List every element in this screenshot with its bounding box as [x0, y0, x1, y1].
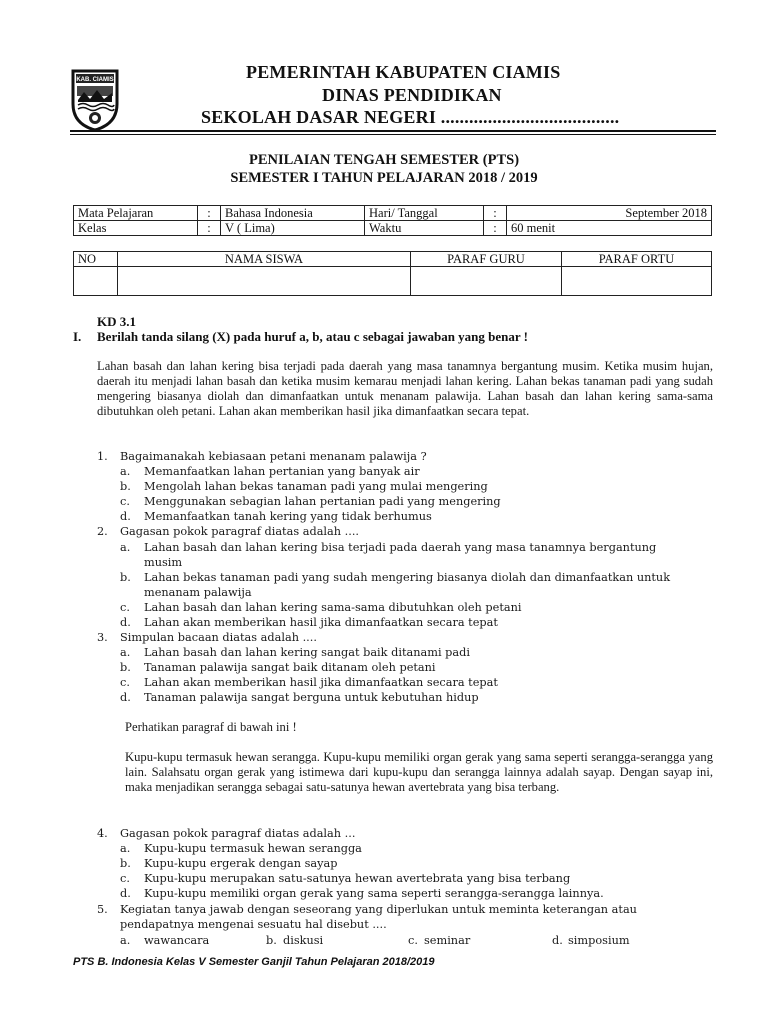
option-text[interactable]: Kupu-kupu termasuk hewan serangga — [144, 842, 362, 855]
question-number: 5. — [97, 903, 108, 916]
instruction: Berilah tanda silang (X) pada huruf a, b, atau c sebagai jawaban yang benar ! — [97, 329, 528, 344]
header-no: NO — [74, 252, 118, 267]
option-text[interactable]: Menggunakan sebagian lahan pertanian padi yang mengering — [144, 495, 501, 508]
waktu-label: Waktu — [365, 221, 484, 236]
option-letter[interactable]: a. — [120, 646, 131, 659]
student-table — [73, 251, 712, 296]
paraf-ortu-cell[interactable] — [562, 267, 712, 296]
option-letter[interactable]: d. — [120, 616, 131, 629]
option-text[interactable]: simposium — [568, 934, 630, 947]
question-text: Kegiatan tanya jawab dengan seseorang yang diperlukan untuk meminta keterangan atau pendapatnya mengenai sesuatu hal disebut .... — [120, 903, 637, 931]
header-nama-siswa: NAMA SISWA — [118, 252, 411, 267]
option-letter[interactable]: a. — [120, 541, 131, 554]
option-letter[interactable]: c. — [120, 495, 130, 508]
option-letter[interactable]: a. — [120, 934, 131, 947]
page-footer: PTS B. Indonesia Kelas V Semester Ganjil Tahun Pelajaran 2018/2019 — [73, 956, 435, 968]
section-number: I. — [73, 329, 82, 344]
header-divider-thin — [70, 134, 716, 135]
kd-label: KD 3.1 — [97, 314, 136, 329]
option-text[interactable]: Lahan akan memberikan hasil jika dimanfaatkan secara tepat — [144, 616, 498, 629]
option-text[interactable]: diskusi — [283, 934, 324, 947]
kelas-value: V ( Lima) — [221, 221, 365, 236]
option-letter[interactable]: b. — [120, 857, 131, 870]
header-divider-thick — [70, 130, 716, 132]
option-letter[interactable]: c. — [120, 601, 130, 614]
hari-label: Hari/ Tanggal — [365, 206, 484, 221]
nama-siswa-cell[interactable] — [118, 267, 411, 296]
option-letter[interactable]: a. — [120, 465, 131, 478]
option-letter[interactable]: c. — [408, 934, 418, 947]
option-letter[interactable]: d. — [120, 510, 131, 523]
option-text[interactable]: Memanfaatkan tanah kering yang tidak berhumus — [144, 510, 432, 523]
question-text: Gagasan pokok paragraf diatas adalah ... — [120, 827, 356, 840]
option-text[interactable]: Lahan basah dan lahan kering bisa terjadi pada daerah yang masa tanamnya bergantung musim — [144, 541, 657, 569]
option-text[interactable]: wawancara — [144, 934, 210, 947]
header-paraf-guru: PARAF GURU — [411, 252, 562, 267]
header-school: SEKOLAH DASAR NEGERI ...................................... — [201, 107, 620, 127]
passage-2-intro: Perhatikan paragraf di bawah ini ! — [125, 720, 297, 734]
option-letter[interactable]: b. — [120, 480, 131, 493]
header-department: DINAS PENDIDIKAN — [322, 85, 502, 105]
separator: : — [198, 206, 221, 221]
question-text: Bagaimanakah kebiasaan petani menanam palawija ? — [120, 450, 427, 463]
option-letter[interactable]: b. — [120, 661, 131, 674]
option-letter[interactable]: b. — [266, 934, 277, 947]
header-paraf-ortu: PARAF ORTU — [562, 252, 712, 267]
option-letter[interactable]: d. — [120, 691, 131, 704]
waktu-value: 60 menit — [507, 221, 712, 236]
separator: : — [484, 221, 507, 236]
option-text[interactable]: Lahan bekas tanaman padi yang sudah mengering biasanya diolah dan dimanfaatkan untuk menanam palawija — [144, 571, 671, 599]
exam-title: PENILAIAN TENGAH SEMESTER (PTS) — [248, 152, 520, 168]
option-letter[interactable]: a. — [120, 842, 131, 855]
option-letter[interactable]: d. — [552, 934, 563, 947]
option-text[interactable]: Kupu-kupu memiliki organ gerak yang sama seperti serangga-serangga lainnya. — [144, 887, 604, 900]
option-text[interactable]: Kupu-kupu ergerak dengan sayap — [144, 857, 338, 870]
question-number: 2. — [97, 525, 108, 538]
option-text[interactable]: Lahan akan memberikan hasil jika dimanfaatkan secara tepat — [144, 676, 498, 689]
option-letter[interactable]: b. — [120, 571, 131, 584]
option-text[interactable]: Tanaman palawija sangat berguna untuk kebutuhan hidup — [144, 691, 479, 704]
option-letter[interactable]: c. — [120, 676, 130, 689]
no-cell[interactable] — [74, 267, 118, 296]
option-text[interactable]: seminar — [424, 934, 471, 947]
reading-passage-1: Lahan basah dan lahan kering bisa terjadi pada daerah yang masa tanamnya bergantung musim. Ketika musim hujan, daerah itu menjadi lahan basah dan ketika musim kemarau menjadi lahan kering. Lahan bekas tanaman padi yang sudah mengering biasanya diolah dan dimanfaatkan untuk menanam palawija. Lahan basah dan lahan kering sama-sama dibutuhkan oleh petani. Lahan akan memberikan hasil jika dimanfaatkan secara tepat. — [97, 359, 713, 418]
question-number: 3. — [97, 631, 108, 644]
option-letter[interactable]: c. — [120, 872, 130, 885]
exam-subtitle: SEMESTER I TAHUN PELAJARAN 2018 / 2019 — [230, 170, 538, 186]
option-text[interactable]: Lahan basah dan lahan kering sangat baik ditanami padi — [144, 646, 470, 659]
separator: : — [198, 221, 221, 236]
paraf-guru-cell[interactable] — [411, 267, 562, 296]
option-text[interactable]: Tanaman palawija sangat baik ditanam oleh petani — [144, 661, 436, 674]
reading-passage-2: Kupu-kupu termasuk hewan serangga. Kupu-kupu memiliki organ gerak yang sama seperti serangga-serangga yang lain. Salahsatu organ gerak yang istimewa dari kupu-kupu dan serangga lainnya adalah sayap. Dengan sayap ini, maka menjadikan serangga sebagai satu-satunya hewan avertebrata yang bisa terbang. — [125, 750, 713, 794]
mapel-value: Bahasa Indonesia — [221, 206, 365, 221]
option-text[interactable]: Lahan basah dan lahan kering sama-sama dibutuhkan oleh petani — [144, 601, 522, 614]
option-letter[interactable]: d. — [120, 887, 131, 900]
exam-info-table — [73, 205, 712, 236]
question-number: 4. — [97, 827, 108, 840]
question-text: Gagasan pokok paragraf diatas adalah .... — [120, 525, 360, 538]
option-text[interactable]: Kupu-kupu merupakan satu-satunya hewan avertebrata yang bisa terbang — [144, 872, 571, 885]
kelas-label: Kelas — [74, 221, 198, 236]
mapel-label: Mata Pelajaran — [74, 206, 198, 221]
hari-value: September 2018 — [507, 206, 712, 221]
kab-ciamis-crest-icon — [70, 68, 120, 132]
header-government: PEMERINTAH KABUPATEN CIAMIS — [246, 62, 561, 82]
question-number: 1. — [97, 450, 108, 463]
option-text[interactable]: Memanfaatkan lahan pertanian yang banyak air — [144, 465, 420, 478]
question-text: Simpulan bacaan diatas adalah .... — [120, 631, 317, 644]
separator: : — [484, 206, 507, 221]
option-text[interactable]: Mengolah lahan bekas tanaman padi yang mulai mengering — [144, 480, 488, 493]
svg-text:KAB. CIAMIS: KAB. CIAMIS — [76, 77, 114, 83]
